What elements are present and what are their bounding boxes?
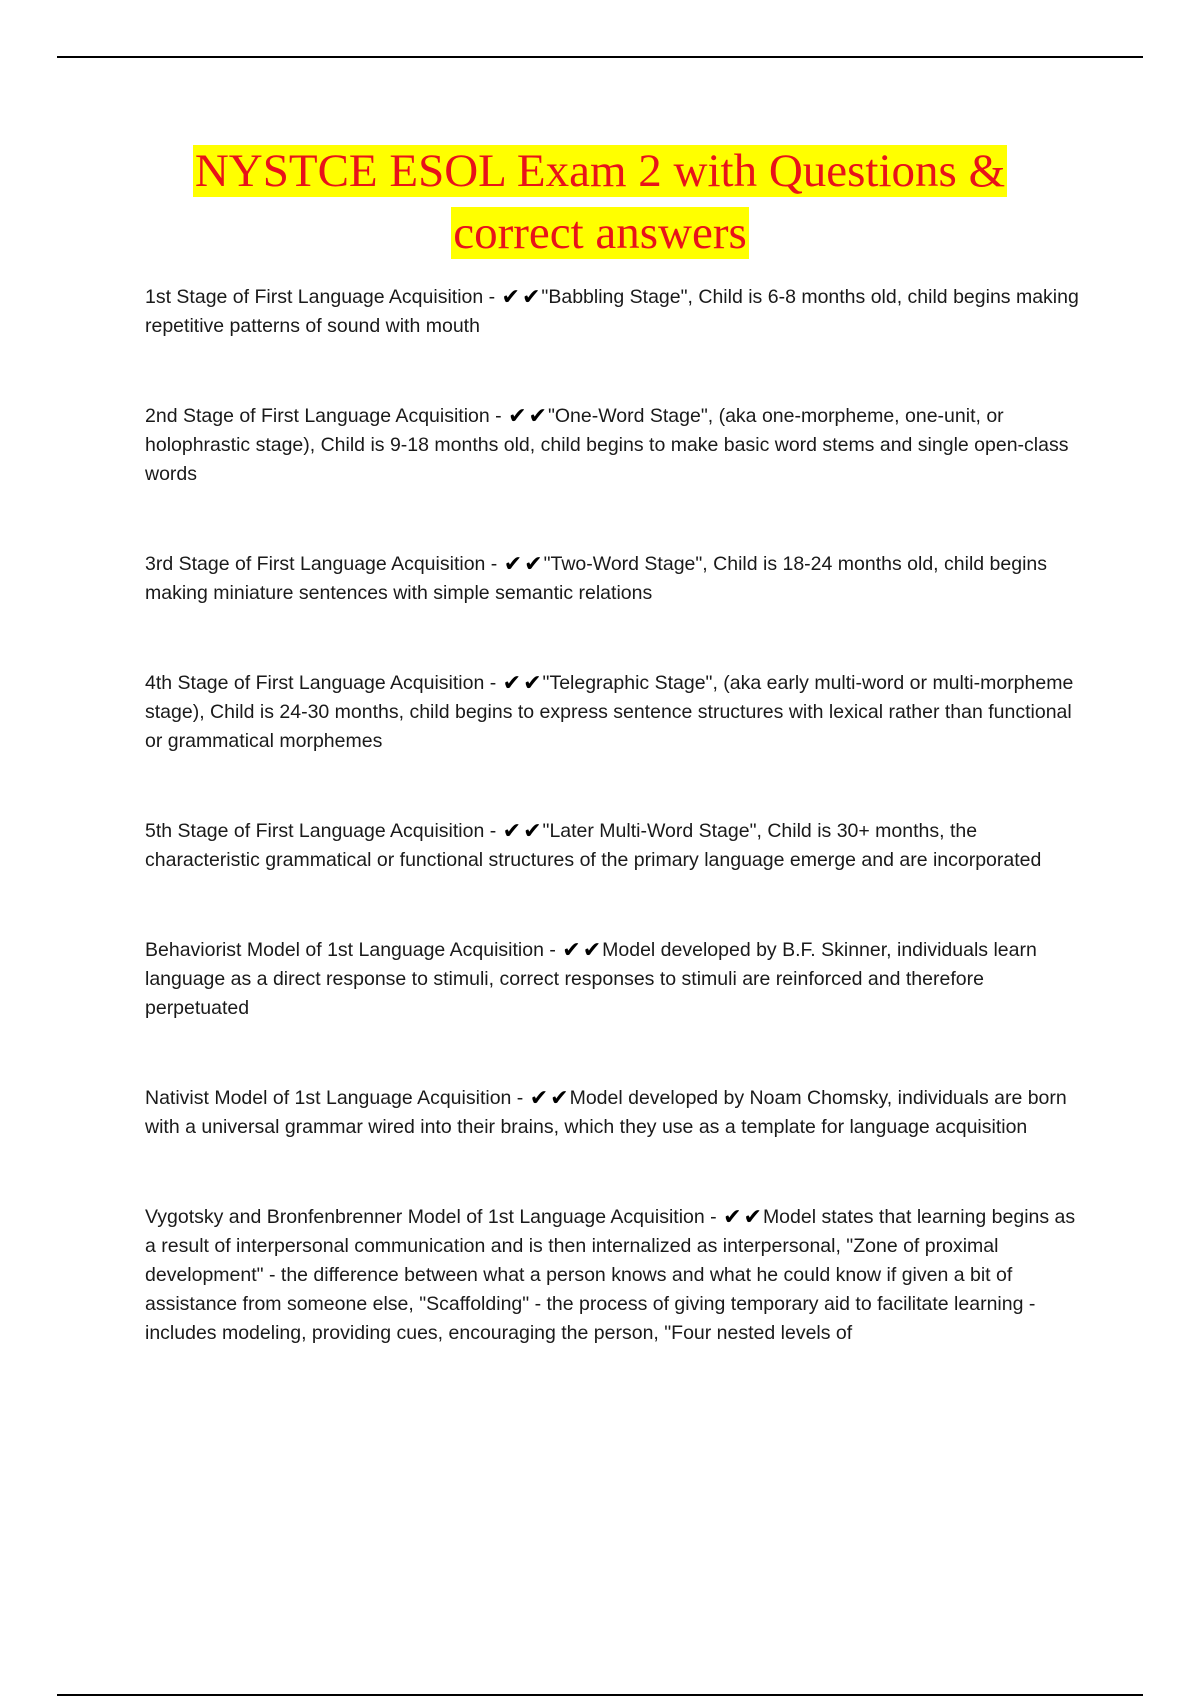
check-icon: ✔ [743, 1205, 762, 1230]
check-icon: ✔ [562, 938, 581, 963]
qa-list [145, 283, 1085, 1409]
document-title [100, 140, 1100, 264]
entry-term: Nativist Model of 1st Language Acquisition - [145, 1087, 529, 1109]
entry-answer: "Later Multi-Word Stage", Child is 30+ months, the characteristic grammatical or functional structures of the primary language emerge and are incorporated [145, 820, 1042, 871]
entry-answer: "Babbling Stage", Child is 6-8 months old, child begins making repetitive patterns of sound with mouth [145, 286, 1079, 337]
entry-term: 1st Stage of First Language Acquisition - [145, 286, 501, 308]
entry-term: Vygotsky and Bronfenbrenner Model of 1st Language Acquisition - [145, 1206, 723, 1228]
entry-answer: "Two-Word Stage", Child is 18-24 months old, child begins making miniature sentences with simple semantic relations [145, 553, 1047, 604]
qa-entry [145, 1084, 1085, 1142]
entry-term: 3rd Stage of First Language Acquisition - [145, 553, 503, 575]
entry-term: 4th Stage of First Language Acquisition - [145, 672, 502, 694]
qa-entry [145, 550, 1085, 608]
check-icon: ✔ [502, 819, 522, 844]
top-rule [57, 56, 1143, 58]
check-icon: ✔ [723, 1205, 742, 1230]
entry-term: Behaviorist Model of 1st Language Acquisition - [145, 939, 562, 961]
check-icon: ✔ [502, 671, 522, 696]
qa-entry [145, 1203, 1085, 1348]
qa-entry [145, 669, 1085, 756]
qa-entry [145, 402, 1085, 489]
check-icon: ✔ [582, 938, 602, 963]
check-icon: ✔ [523, 819, 542, 844]
check-icon: ✔ [528, 404, 547, 429]
entry-answer: "Telegraphic Stage", (aka early multi-word or multi-morpheme stage), Child is 24-30 months, child begins to express sentence structures with lexical rather than functional or grammatical morphemes [145, 672, 1074, 752]
title-line-2: correct answers [453, 207, 747, 259]
entry-answer: Model states that learning begins as a result of interpersonal communication and is then internalized as interpersonal, "Zone of proximal development" - the difference between what a person knows and what he could know if given a bit of assistance from someone else, "Scaffolding" - the process of giving temporary aid to facilitate learning - includes modeling, providing cues, encouraging the person, "Four nested levels of [145, 1206, 1076, 1344]
entry-answer: Model developed by B.F. Skinner, individuals learn language as a direct response to stimuli, correct responses to stimuli are reinforced and therefore perpetuated [145, 939, 1037, 1019]
check-icon: ✔ [524, 552, 543, 577]
entry-term: 2nd Stage of First Language Acquisition - [145, 405, 508, 427]
entry-answer: "One-Word Stage", (aka one-morpheme, one-unit, or holophrastic stage), Child is 9-18 months old, child begins to make basic word stems and single open-class words [145, 405, 1069, 485]
check-icon: ✔ [521, 285, 541, 310]
check-icon: ✔ [508, 404, 527, 429]
bottom-rule [57, 1694, 1143, 1696]
check-icon: ✔ [523, 671, 542, 696]
check-icon: ✔ [501, 285, 520, 310]
entry-term: 5th Stage of First Language Acquisition - [145, 820, 502, 842]
check-icon: ✔ [529, 1086, 549, 1111]
entry-answer: Model developed by Noam Chomsky, individuals are born with a universal grammar wired into their brains, which they use as a template for language acquisition [145, 1087, 1067, 1138]
check-icon: ✔ [550, 1086, 569, 1111]
qa-entry [145, 936, 1085, 1023]
qa-entry [145, 817, 1085, 875]
check-icon: ✔ [503, 552, 523, 577]
title-line-1: NYSTCE ESOL Exam 2 with Questions & [194, 145, 1006, 197]
qa-entry [145, 283, 1085, 341]
